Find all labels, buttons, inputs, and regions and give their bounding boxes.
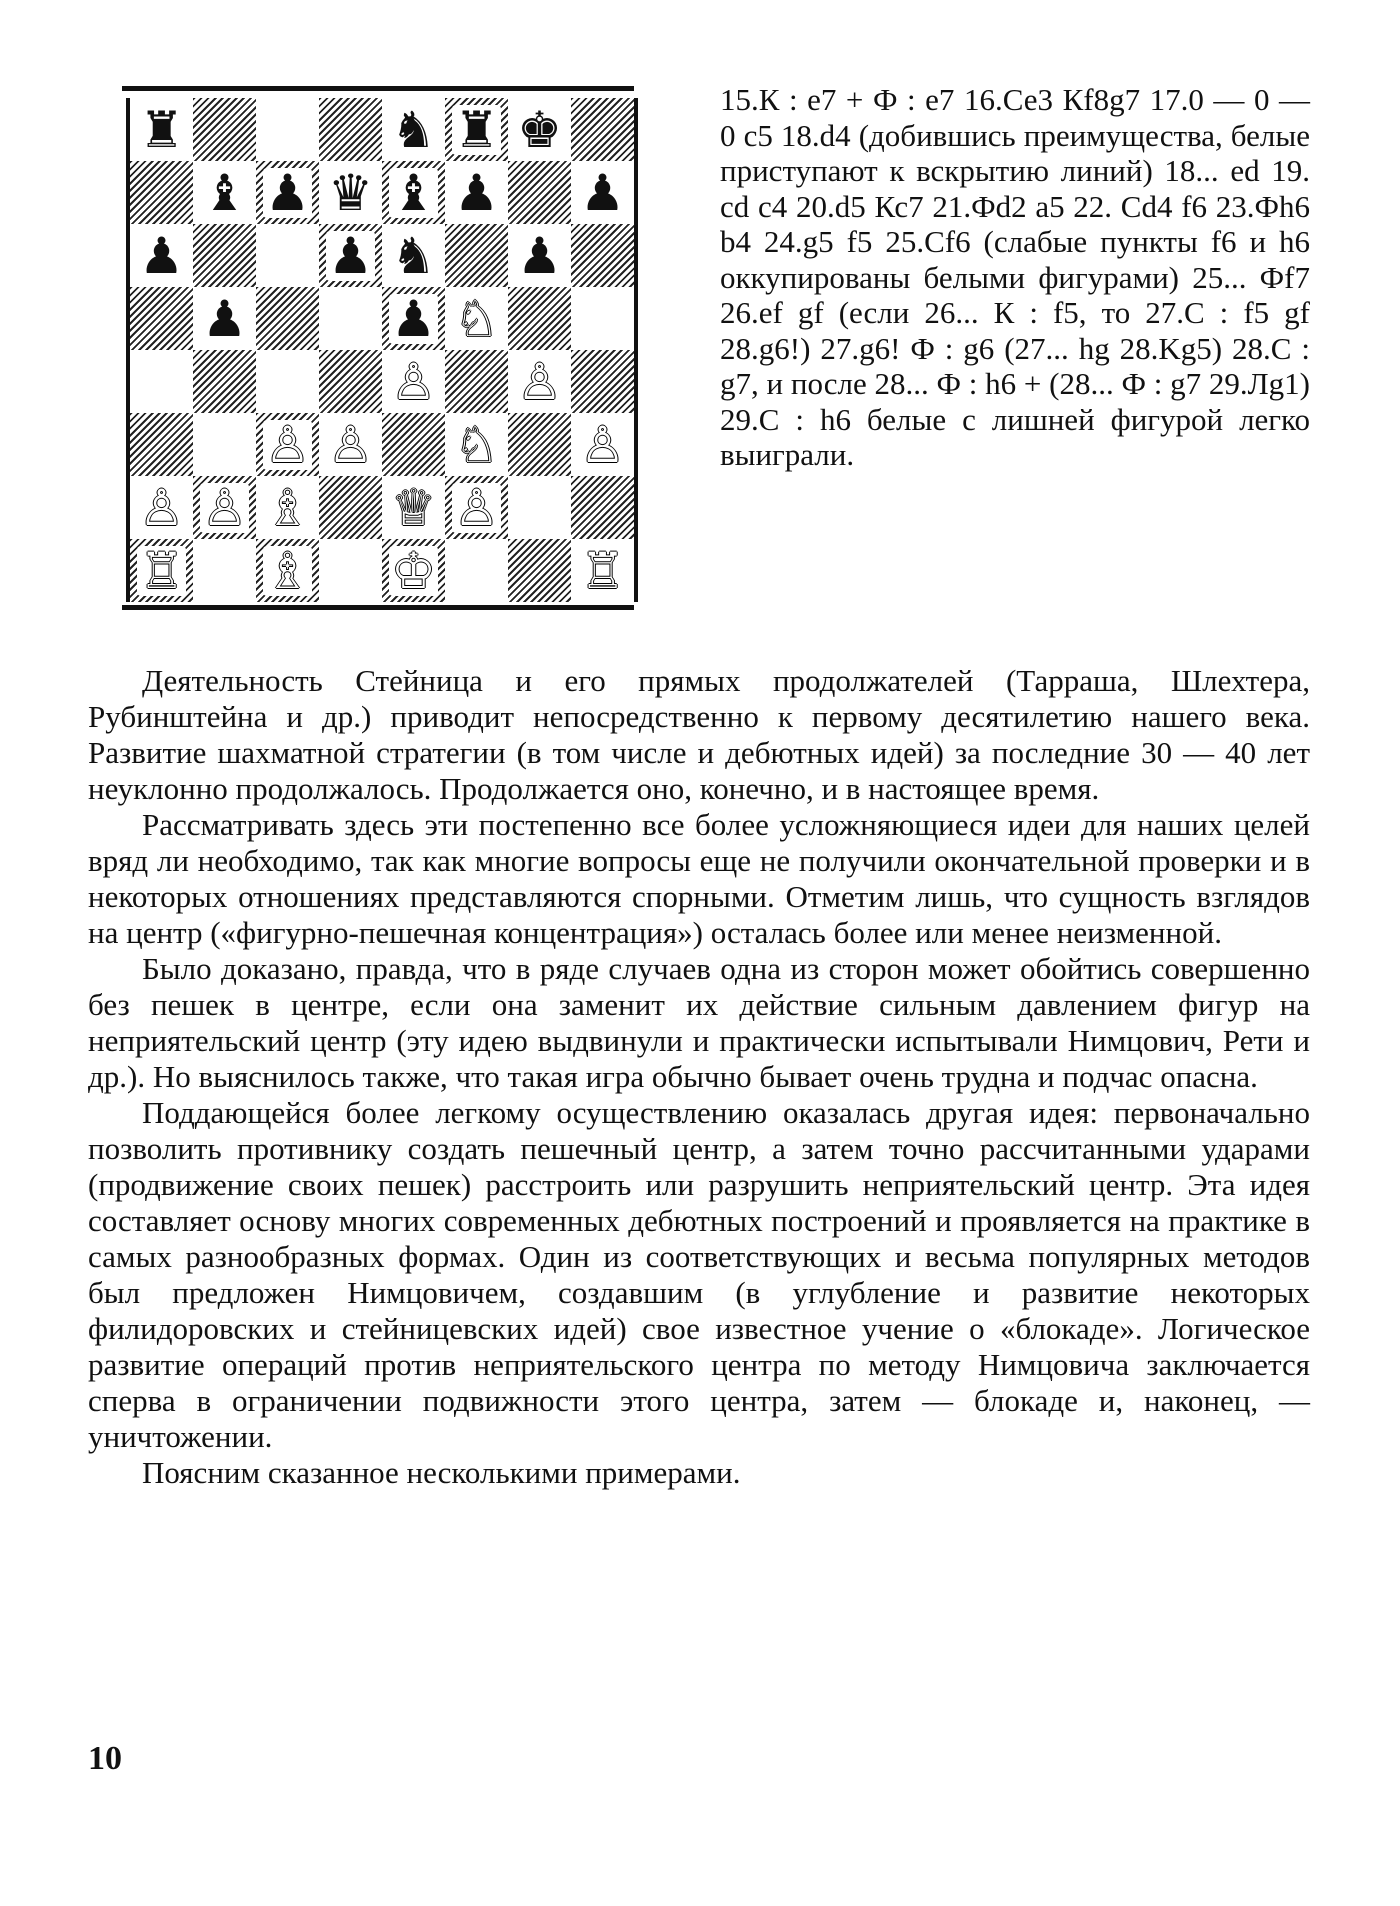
board-square: [193, 350, 256, 413]
body-text: [88, 663, 1310, 1491]
board-square: [445, 413, 508, 476]
board-square: [571, 350, 634, 413]
board-square: [319, 224, 382, 287]
board-square: [256, 287, 319, 350]
chess-piece: ♖: [580, 541, 625, 600]
board-square: [382, 476, 445, 539]
chess-piece: ♙: [265, 415, 310, 474]
board-square: [382, 224, 445, 287]
paragraph: Рассматривать здесь эти постепенно все более усложняющиеся идеи для наших целей вряд ли необходимо, так как многие вопросы еще не получили окончательной проверки и в некоторых отношениях представляются спорными. Отметим лишь, что сущность взглядов на центр («фигурно-пешечная концентрация») осталась более или менее неизменной.: [88, 807, 1310, 950]
board-square: [508, 539, 571, 602]
board-square: [130, 539, 193, 602]
board-square: [508, 350, 571, 413]
chess-piece: ♟: [454, 163, 499, 222]
chess-piece: ♙: [202, 478, 247, 537]
chess-piece: ♖: [139, 541, 184, 600]
board-square: [508, 224, 571, 287]
board-square: [193, 287, 256, 350]
paragraph: Было доказано, правда, что в ряде случаев одна из сторон может обойтись совершенно без пешек в центре, если она заменит их действие сильным давлением фигур на неприятельский центр (эту идею выдвинули и практически испытывали Нимцович, Рети и др.). Но выяснилось также, что такая игра обычно бывает очень трудна и подчас опасна.: [88, 951, 1310, 1094]
board-square: [319, 287, 382, 350]
board-square: [193, 476, 256, 539]
board-square: [319, 350, 382, 413]
chess-piece: ♟: [139, 226, 184, 285]
board-square: [319, 539, 382, 602]
board-square: [508, 161, 571, 224]
chess-piece: ♚: [517, 100, 562, 159]
chess-piece: ♔: [391, 541, 436, 600]
board-square: [130, 350, 193, 413]
chess-piece: ♟: [580, 163, 625, 222]
board-square: [130, 476, 193, 539]
board-square: [571, 413, 634, 476]
board-square: [256, 413, 319, 476]
board-square: [571, 98, 634, 161]
chess-piece: ♝: [202, 163, 247, 222]
paragraph: Поясним сказанное несколькими примерами.: [142, 1455, 741, 1490]
chess-piece: ♙: [328, 415, 373, 474]
board-square: [193, 98, 256, 161]
paragraph: Поддающейся более легкому осуществлению оказалась другая идея: первоначально позволить противнику создать пешечный центр, а затем точно рассчитанными ударами (продвижение своих пешек) расстроить или разрушить неприятельский центр. Эта идея составляет основу многих современных дебютных построений и проявляется на практике в самых разнообразных формах. Один из соответствующих и весьма популярных методов был предложен Нимцовичем, создавшим (в углубление и развитие некоторых филидоровских и стейницевских идей) свое известное учение о «блокаде». Логическое развитие операций против неприятельского центра по методу Нимцовича заключается сперва в ограничении подвижности этого центра, затем — блокаде и, наконец, — уничтожении.: [88, 1095, 1310, 1454]
chess-piece: ♞: [391, 226, 436, 285]
chess-piece: ♜: [454, 100, 499, 159]
chess-piece: ♛: [328, 163, 373, 222]
board-square: [445, 476, 508, 539]
chess-piece: ♟: [517, 226, 562, 285]
chess-piece: ♟: [202, 289, 247, 348]
chess-piece: ♞: [391, 100, 436, 159]
chess-piece: ♟: [391, 289, 436, 348]
board-square: [571, 539, 634, 602]
board-square: [445, 161, 508, 224]
diagram-bottom-border: [122, 605, 634, 610]
page-number: 10: [88, 1740, 122, 1777]
board-square: [508, 413, 571, 476]
chess-piece: ♟: [265, 163, 310, 222]
board-square: [382, 350, 445, 413]
board-square: [319, 161, 382, 224]
board-square: [130, 287, 193, 350]
board-square: [193, 413, 256, 476]
chess-diagram: [122, 86, 634, 610]
board-square: [130, 161, 193, 224]
board-square: [382, 98, 445, 161]
board-square: [571, 287, 634, 350]
chess-piece: ♜: [139, 100, 184, 159]
board-square: [319, 413, 382, 476]
board-square: [256, 98, 319, 161]
chess-piece: ♘: [454, 289, 499, 348]
board-square: [256, 539, 319, 602]
chess-piece: ♙: [517, 352, 562, 411]
board-square: [193, 539, 256, 602]
board-square: [256, 476, 319, 539]
board-square: [382, 413, 445, 476]
board-square: [319, 476, 382, 539]
board-square: [130, 224, 193, 287]
board-square: [445, 98, 508, 161]
board-square: [571, 161, 634, 224]
board-square: [256, 161, 319, 224]
board-square: [445, 350, 508, 413]
board-square: [571, 476, 634, 539]
paragraph: Деятельность Стейница и его прямых продолжателей (Тарраша, Шлехтера, Рубинштейна и др.) приводит непосредственно к первому десятилетию нашего века. Развитие шахматной стратегии (в том числе и дебютных идей) за последние 30 — 40 лет неуклонно продолжалось. Продолжается оно, конечно, и в настоящее время.: [88, 663, 1310, 806]
board-square: [382, 539, 445, 602]
board-square: [193, 224, 256, 287]
chess-piece: ♙: [139, 478, 184, 537]
chess-piece: ♙: [391, 352, 436, 411]
board-square: [130, 98, 193, 161]
board-square: [382, 161, 445, 224]
chess-piece: ♙: [580, 415, 625, 474]
board-square: [382, 287, 445, 350]
chess-piece: ♗: [265, 478, 310, 537]
chess-piece: ♙: [454, 478, 499, 537]
board-square: [445, 224, 508, 287]
board-square: [508, 476, 571, 539]
board-square: [256, 350, 319, 413]
chess-piece: ♝: [391, 163, 436, 222]
board-square: [319, 98, 382, 161]
board-square: [508, 287, 571, 350]
chess-piece: ♘: [454, 415, 499, 474]
diagram-top-border: [122, 86, 634, 91]
chess-piece: ♟: [328, 226, 373, 285]
chess-board: [126, 98, 638, 602]
board-square: [130, 413, 193, 476]
game-notation: 15.К : е7 + Ф : е7 16.Се3 Кf8g7 17.0 — 0 — 0 с5 18.d4 (добившись преимущества, белые приступают к вскрытию линий) 18... ed 19. cd с4 20.d5 Кс7 21.Фd2 а5 22. Cd4 f6 23.Фh6 b4 24.g5 f5 25.Cf6 (слабые пункты f6 и h6 оккупированы белыми фигурами) 25... Фf7 26.ef gf (если 26... К : f5, то 27.С : f5 gf 28.g6!) 27.g6! Ф : g6 (27... hg 28.Kg5) 28.С : g7, и после 28... Ф : h6 + (28... Ф : g7 29.Лg1) 29.С : h6 белые с лишней фигурой легко выиграли.: [720, 82, 1310, 472]
board-square: [193, 161, 256, 224]
chess-piece: ♗: [265, 541, 310, 600]
board-square: [445, 287, 508, 350]
board-square: [508, 98, 571, 161]
board-square: [445, 539, 508, 602]
chess-piece: ♕: [391, 478, 436, 537]
board-square: [571, 224, 634, 287]
board-square: [256, 224, 319, 287]
